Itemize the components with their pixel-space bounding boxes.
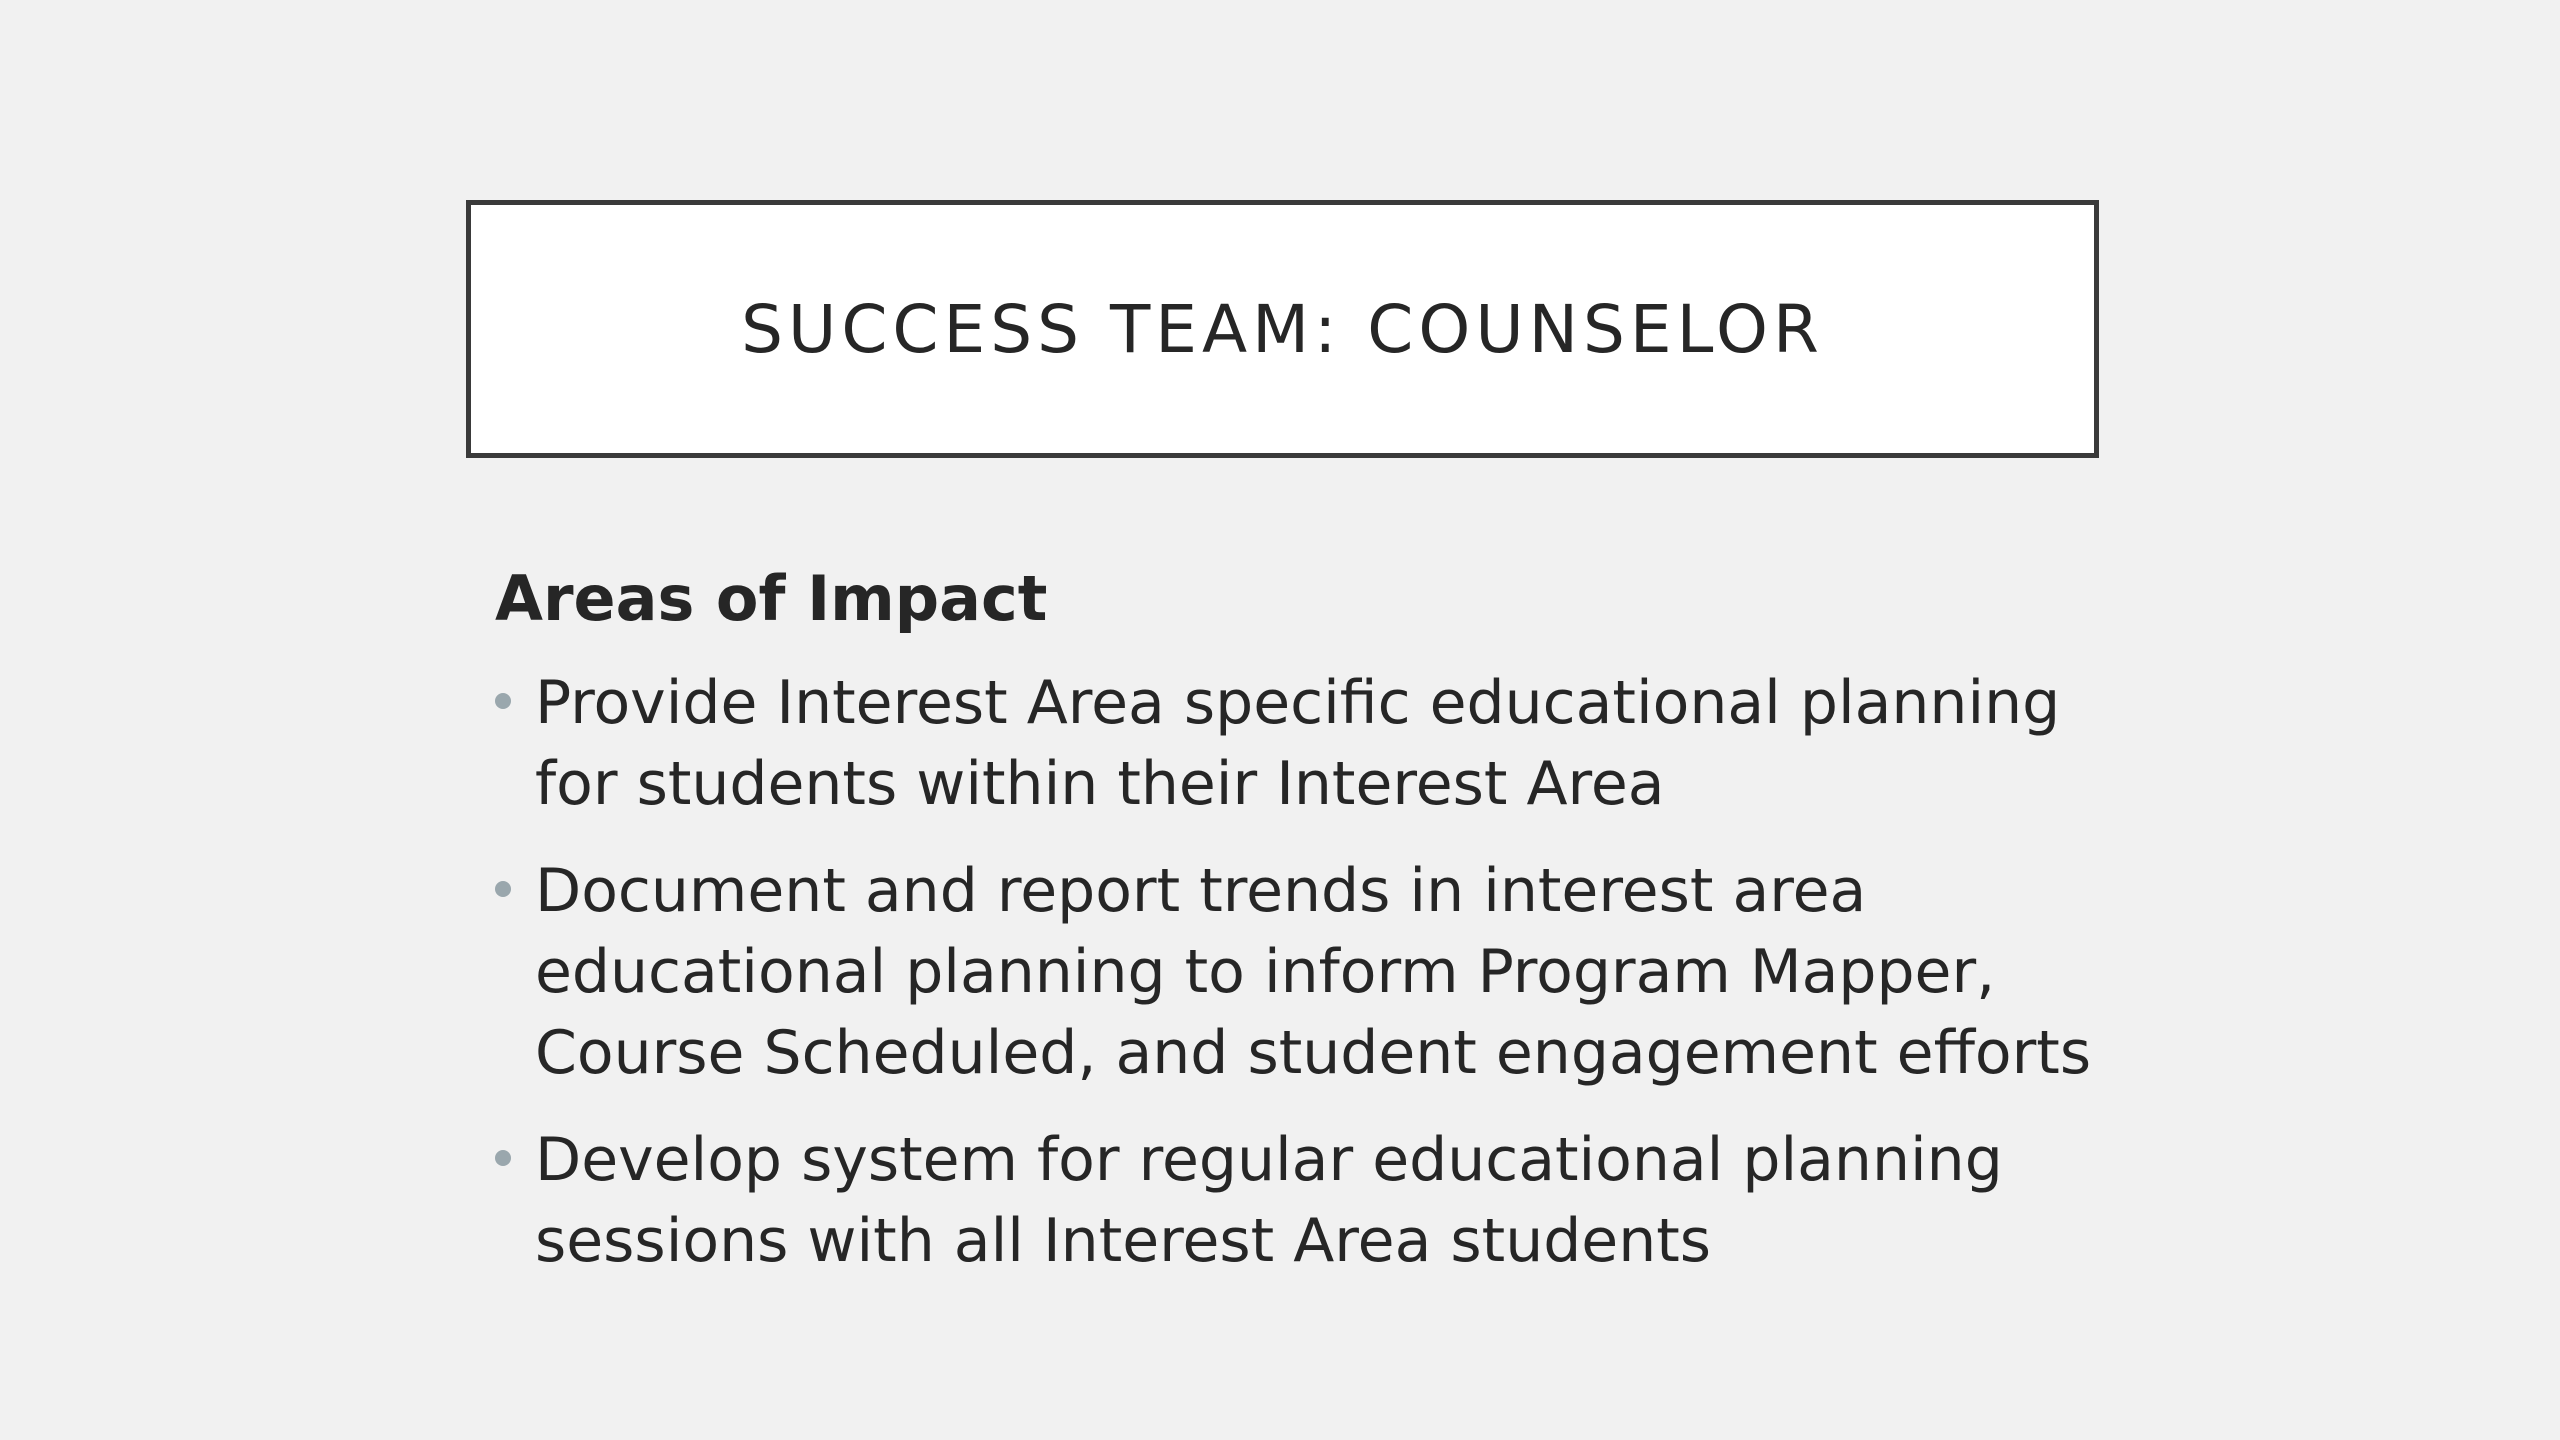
bullet-dot-icon	[495, 1150, 511, 1166]
bullet-dot-icon	[495, 881, 511, 897]
bullet-text: Develop system for regular educational planning sessions with all Interest Area students	[535, 1125, 2003, 1276]
bullet-item	[495, 1120, 2115, 1282]
slide-body	[495, 555, 2115, 1308]
bullet-item	[495, 663, 2115, 825]
bullet-item	[495, 851, 2115, 1094]
bullet-list	[495, 663, 2115, 1282]
slide-title-box	[466, 200, 2099, 458]
bullet-text: Provide Interest Area specific educational planning for students within their Interest Area	[535, 668, 2061, 819]
bullet-text: Document and report trends in interest area educational planning to inform Program Mapper, Course Scheduled, and student engagement efforts	[535, 856, 2092, 1088]
slide-title: SUCCESS TEAM: COUNSELOR	[741, 290, 1824, 368]
section-heading: Areas of Impact	[495, 562, 1048, 635]
bullet-dot-icon	[495, 693, 511, 709]
